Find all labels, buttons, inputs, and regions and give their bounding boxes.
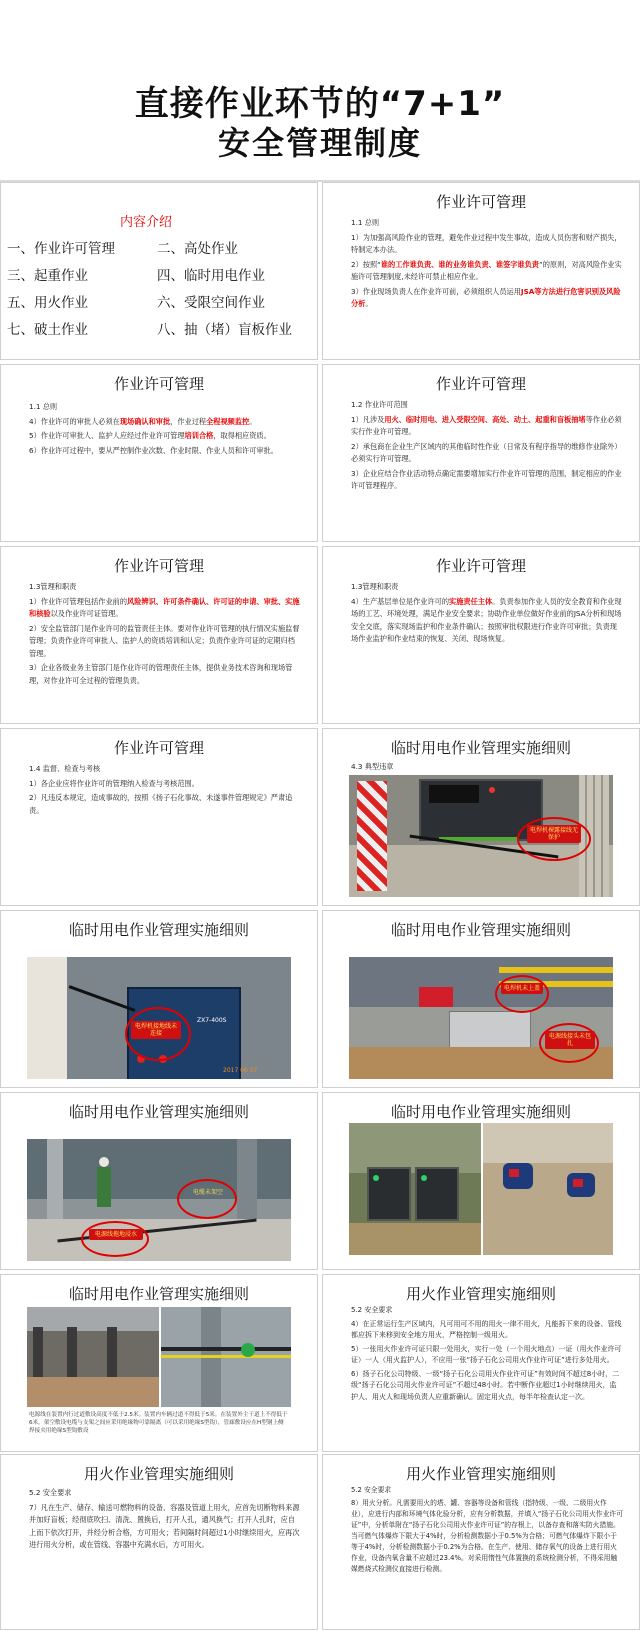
paragraph: 1）为加强高风险作业的管理，避免作业过程中发生事故，造成人员伤害和财产损失，特制定本办法。 bbox=[351, 232, 622, 254]
cover-title-line1: 直接作业环节的“7+1” bbox=[134, 84, 506, 124]
paragraph: 6）作业许可过程中，要从严控制作业次数、作业时限、作业人员和许可审批。 bbox=[29, 445, 278, 455]
slide-body bbox=[351, 1485, 623, 1577]
toc-item: 五、用火作业 bbox=[7, 295, 88, 311]
slide-permit-supervision bbox=[0, 728, 318, 906]
slide-title: 用火作业管理实施细则 bbox=[405, 1465, 556, 1483]
section-heading: 1.4 监督、检查与考核 bbox=[29, 764, 101, 773]
paragraph: 4）生产基层单位是作业许可的实施责任主体。负责参加作业人员的安全教育和作业现场的工艺、环境处理，满足作业安全要求；协助作业单位做好作业前的JSA分析和现场安全交底，落实现场监护和作业条件确认；按照审批权限进行作业许可审批；负责现场作业监护和作业结束的恢复、关闭、现场恢复。 bbox=[351, 596, 622, 643]
slide-title: 作业许可管理 bbox=[113, 557, 204, 575]
slide-title: 作业许可管理 bbox=[435, 375, 526, 393]
slide-permit-general-2 bbox=[0, 364, 318, 542]
slide-body bbox=[351, 217, 623, 313]
violation-tag: 电缆未架空 bbox=[192, 1189, 223, 1196]
toc-item: 六、受限空间作业 bbox=[157, 295, 265, 311]
slide-body bbox=[29, 763, 301, 819]
paragraph: 1）各企业应将作业许可的管理纳入检查与考核范围。 bbox=[29, 778, 199, 788]
toc-title: 内容介绍 bbox=[119, 215, 172, 230]
paragraph: 8）用火分析。凡需要用火的塔、罐、容器等设备和管线（指特级、一级、二级用火作业），应进行内部和环境气体化验分析，应有分析数据，并填入“扬子石化公司用火作业许可证”中，分析单附在“扬子石化公司用火作业许可证”的存根上，以备存查和落实防火措施。当可燃气体爆炸下限大于4%时，分析检测数据小于0.5%为合格；可燃气体爆炸下限小于等于4%时，分析检测数据小于0.2%为合格。在生产、使用、储存氧气的设备上进行用火作业，设备内氧含量不应超过23.4%。对采用惰性气体置换的系统检测分析，不得采用触媒燃烧式检测仪直接进行检测。 bbox=[351, 1499, 623, 1573]
toc-item: 七、破土作业 bbox=[7, 322, 88, 338]
equipment-photo bbox=[349, 1123, 481, 1255]
slide-temp-power-5 bbox=[322, 1092, 640, 1270]
slide-permit-duties-2 bbox=[322, 546, 640, 724]
paragraph: 3）企业各级业务主管部门是作业许可的管理责任主体，提供业务技术咨询和现场管理，对作业许可全过程的管理负责。 bbox=[29, 663, 293, 685]
slide-permit-general-1 bbox=[322, 182, 640, 360]
section-heading: 5.2 安全要求 bbox=[29, 1488, 72, 1497]
paragraph: 5）作业许可审批人、监护人应经过作业许可管理培训合格，取得相应资质。 bbox=[29, 431, 271, 440]
slide-body bbox=[351, 581, 623, 648]
toc-item: 一、作业许可管理 bbox=[7, 241, 115, 257]
paragraph: 5）一张用火作业许可证只限一处用火，实行一处（一个用火地点）一证（用火作业许可证）一人（用火监护人），不应用一张“扬子石化公司用火作业许可证”进行多处用火。 bbox=[351, 1344, 622, 1364]
section-heading: 1.3管理和职责 bbox=[29, 582, 77, 591]
paragraph: 2）承包商在企业生产区域内的其他临时性作业（日常及有程序指导的维修作业除外）必须实行许可管理。 bbox=[351, 441, 622, 463]
slide-hot-work-3 bbox=[322, 1454, 640, 1630]
section-heading: 1.2 作业许可范围 bbox=[351, 400, 408, 409]
highlight-text: 谁的工作谁负责、谁的业务谁负责、谁签字谁负责 bbox=[380, 259, 539, 269]
photo-date: 2017 06 07 bbox=[223, 1067, 258, 1074]
violation-tag: 电焊机裸露接线无保护 bbox=[527, 825, 581, 843]
section-heading: 1.1 总则 bbox=[29, 402, 58, 411]
slide-title: 临时用电作业管理实施细则 bbox=[68, 921, 249, 939]
cover-title-line2: 安全管理制度 bbox=[217, 124, 422, 162]
cover-slide bbox=[0, 0, 640, 182]
slide-body bbox=[29, 1487, 301, 1554]
section-heading: 1.3管理和职责 bbox=[351, 582, 399, 591]
cable-photo bbox=[27, 1307, 159, 1407]
toc-item: 八、抽（堵）盲板作业 bbox=[157, 322, 292, 338]
section-heading: 5.2 安全要求 bbox=[351, 1306, 393, 1314]
highlight-text: JSA等方法进行危害识别及风险分析 bbox=[351, 286, 621, 308]
slide-title: 临时用电作业管理实施细则 bbox=[390, 739, 571, 757]
photo-caption: 电源线在装置内行过道敷设高度不低于2.5米。装置内车辆过道不得低于5米。在装置外主干道上不得低于6米。架空敷设电缆与支架之间应采用绝缘物可靠隔离（可以采用绝缘S型钩），管廊敷设应在H型钢上侧焊接夹用绝缘S型钩敷设 bbox=[29, 1412, 288, 1434]
slide-toc bbox=[0, 182, 318, 360]
slide-temp-power-3 bbox=[322, 910, 640, 1088]
section-heading: 5.2 安全要求 bbox=[351, 1486, 392, 1494]
violation-photo bbox=[349, 775, 613, 897]
slide-title: 临时用电作业管理实施细则 bbox=[68, 1285, 249, 1303]
paragraph: 7）凡在生产、储存、输送可燃物料的设备、容器及管道上用火，应首先切断物料来源并加好盲板；经彻底吹扫、清洗、置换后，打开人孔，通风换气；打开人孔时，应自上而下依次打开，并经分析合格，方可用火；若间隔时间超过1小时继续用火，应再次进行用火分析，或在管线、容器中充满水后，方可用火。 bbox=[29, 1502, 300, 1549]
slide-body bbox=[351, 399, 623, 495]
toc-item: 二、高处作业 bbox=[157, 241, 238, 257]
paragraph: 2）按照“谁的工作谁负责、谁的业务谁负责、谁签字谁负责”的原则，对高风险作业实施许可管理制度,未经许可禁止相应作业。 bbox=[351, 259, 622, 281]
machine-brand: ZX7-400S bbox=[197, 1017, 227, 1024]
slide-temp-power-2 bbox=[0, 910, 318, 1088]
slide-body bbox=[29, 581, 301, 689]
paragraph: 3）作业现场负责人在作业许可前，必须组织人员运用JSA等方法进行危害识别及风险分析。 bbox=[351, 286, 621, 308]
paragraph: 6）扬子石化公司特级、一级“扬子石化公司用火作业许可证”有效时间不超过8小时，二级“扬子石化公司用火作业许可证”不超过48小时。若中断作业超过1小时继续用火，监护人、用火人和现场负责人应重新确认。固定用火点，每半年检查认定一次。 bbox=[351, 1369, 620, 1401]
paragraph: 3）企业应结合作业活动特点确定需要增加实行作业许可管理的范围，制定相应的作业许可管理程序。 bbox=[351, 468, 622, 490]
slide-title: 用火作业管理实施细则 bbox=[405, 1285, 556, 1303]
slide-temp-power-6 bbox=[0, 1274, 318, 1452]
paragraph: 1）凡涉及用火、临时用电、进入受限空间、高处、动土、起重和盲板抽堵等作业必须实行作业许可管理。 bbox=[351, 414, 622, 436]
toc-item: 三、起重作业 bbox=[7, 268, 88, 284]
slide-title: 用火作业管理实施细则 bbox=[83, 1465, 234, 1483]
cable-photo bbox=[161, 1307, 291, 1407]
paragraph: 2）安全监管部门是作业许可的监管责任主体。要对作业许可管理的执行情况实施监督管理；负责作业许可审批人、监护人的资质培训和认定；负责作业许可证的定期归档管理。 bbox=[29, 623, 300, 658]
violation-tag: 电焊机接地线未连接 bbox=[131, 1021, 181, 1039]
slide-body bbox=[29, 401, 301, 459]
paragraph: 1）作业许可管理包括作业前的风险辨识、许可条件确认、许可证的申请、审批、实施和核验以及作业许可证管理。 bbox=[29, 596, 300, 618]
slide-title: 作业许可管理 bbox=[435, 193, 526, 211]
paragraph: 4）在正常运行生产区域内，凡可用可不用的用火一律不用火，凡能拆下来的设备、管线都应拆下来移到安全地方用火，严格控制一级用火。 bbox=[351, 1319, 622, 1339]
violation-tag: 电焊机未上盖 bbox=[501, 983, 543, 994]
slide-temp-power-4 bbox=[0, 1092, 318, 1270]
violation-photo bbox=[27, 957, 291, 1079]
section-heading: 1.1 总则 bbox=[351, 218, 380, 227]
slide-body bbox=[351, 761, 623, 776]
slide-title: 临时用电作业管理实施细则 bbox=[68, 1103, 249, 1121]
slide-title: 作业许可管理 bbox=[113, 739, 204, 757]
violation-photo bbox=[349, 957, 613, 1079]
slide-permit-scope bbox=[322, 364, 640, 542]
slide-title: 临时用电作业管理实施细则 bbox=[390, 921, 571, 939]
violation-photo bbox=[27, 1139, 291, 1261]
slide-hot-work-2 bbox=[0, 1454, 318, 1630]
slide-title: 作业许可管理 bbox=[113, 375, 204, 393]
equipment-photo bbox=[483, 1123, 613, 1255]
slide-temp-power-1 bbox=[322, 728, 640, 906]
slide-permit-duties-1 bbox=[0, 546, 318, 724]
slide-title: 作业许可管理 bbox=[435, 557, 526, 575]
slide-title: 临时用电作业管理实施细则 bbox=[390, 1103, 571, 1121]
toc-list bbox=[7, 237, 307, 338]
toc-item: 四、临时用电作业 bbox=[157, 268, 265, 284]
paragraph: 4）作业许可的审批人必须在现场确认和审批，作业过程全程视频监控。 bbox=[29, 416, 257, 426]
violation-tag: 电源线接头未包扎 bbox=[545, 1031, 595, 1049]
slide-body bbox=[351, 1305, 623, 1405]
paragraph: 2）凡违反本规定，造成事故的，按照《扬子石化事故、未遂事件管理规定》严肃追责。 bbox=[29, 793, 293, 815]
slide-hot-work-1 bbox=[322, 1274, 640, 1452]
violation-tag: 电源线拖地浸水 bbox=[89, 1229, 143, 1240]
section-heading: 4.3 典型违章 bbox=[351, 762, 394, 771]
